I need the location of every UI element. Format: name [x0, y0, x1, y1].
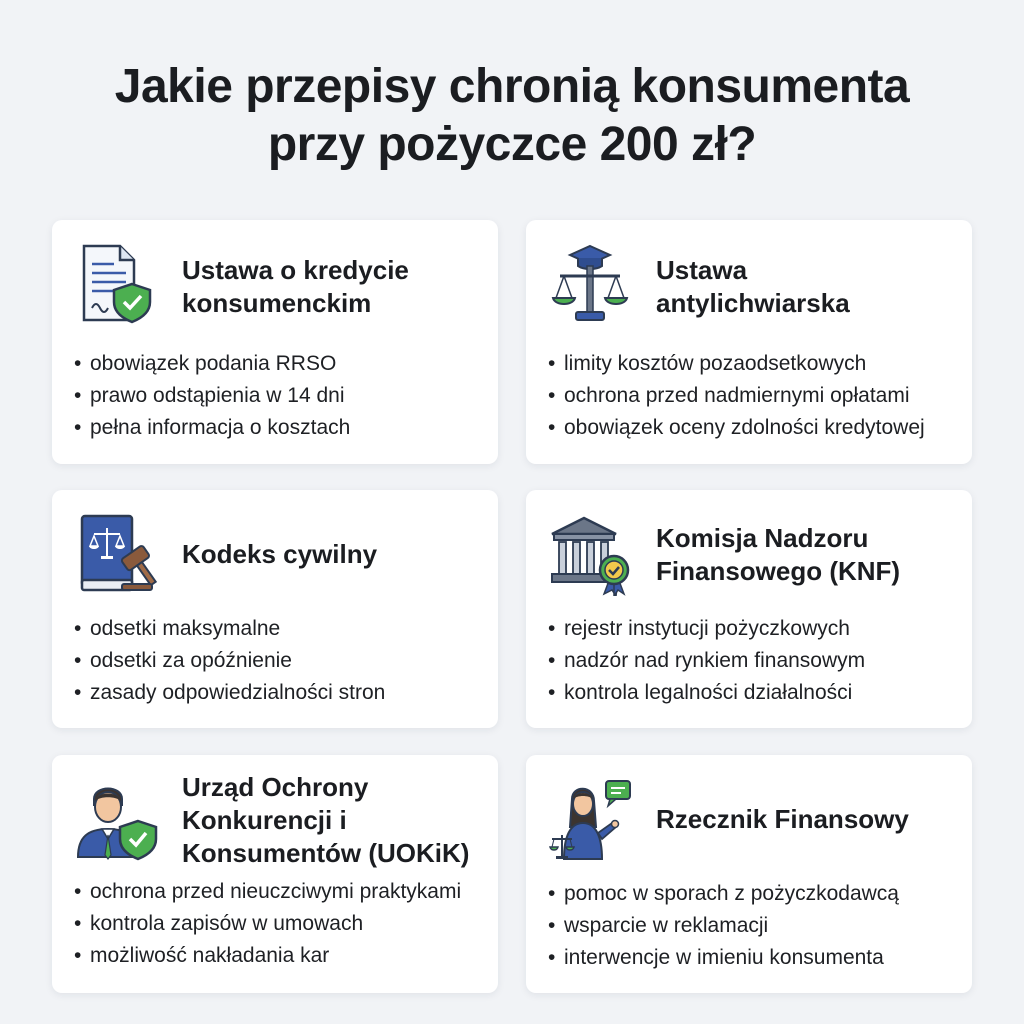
- list-item: • odsetki maksymalne: [74, 613, 490, 645]
- card-civil-code: [52, 490, 498, 728]
- bullet-list: [74, 613, 490, 709]
- card-financial-ombudsman: [526, 755, 972, 993]
- bullet-list: [548, 348, 964, 444]
- page-title: [0, 58, 1024, 174]
- card-title-line: Ustawa o kredycie: [182, 255, 409, 285]
- card-title: [182, 254, 484, 320]
- card-title-line: Ustawa: [656, 255, 748, 285]
- list-item: • ochrona przed nadmiernymi opłatami: [548, 380, 964, 412]
- card-title-line: Konkurencji i: [182, 805, 347, 835]
- card-title-line: Rzecznik Finansowy: [656, 804, 909, 834]
- card-title: [182, 538, 484, 571]
- bullet-list: [548, 878, 964, 974]
- page-title-line-2: przy pożyczce 200 zł?: [267, 118, 757, 171]
- card-title-line: konsumenckim: [182, 288, 372, 318]
- card-title-line: Kodeks cywilny: [182, 539, 378, 569]
- scales-graduation-cap-icon: [548, 242, 632, 326]
- list-item: • ochrona przed nieuczciwymi praktykami: [74, 876, 490, 908]
- list-item: • nadzór nad rynkiem finansowym: [548, 645, 964, 677]
- card-title-line: Urząd Ochrony: [182, 772, 369, 802]
- page-title-line-1: Jakie przepisy chronią konsumenta: [114, 60, 910, 113]
- list-item: • interwencje w imieniu konsumenta: [548, 942, 964, 974]
- card-anti-usury-act: [526, 220, 972, 464]
- list-item: • rejestr instytucji pożyczkowych: [548, 613, 964, 645]
- list-item: • możliwość nakładania kar: [74, 940, 490, 972]
- list-item: • obowiązek podania RRSO: [74, 348, 490, 380]
- list-item: • kontrola zapisów w umowach: [74, 908, 490, 940]
- list-item: • odsetki za opóźnienie: [74, 645, 490, 677]
- list-item: • pomoc w sporach z pożyczkodawcą: [548, 878, 964, 910]
- bullet-list: [548, 613, 964, 709]
- law-book-gavel-icon: [74, 512, 158, 596]
- card-title-line: antylichwiarska: [656, 288, 850, 318]
- bullet-list: [74, 876, 490, 972]
- card-title: [656, 803, 958, 836]
- list-item: • zasady odpowiedzialności stron: [74, 677, 490, 709]
- ombudsman-speech-icon: [548, 777, 632, 861]
- person-shield-icon: [74, 777, 158, 861]
- card-title-line: Komisja Nadzoru: [656, 523, 869, 553]
- list-item: • obowiązek oceny zdolności kredytowej: [548, 412, 964, 444]
- card-title: [182, 771, 484, 870]
- list-item: • wsparcie w reklamacji: [548, 910, 964, 942]
- list-item: • limity kosztów pozaodsetkowych: [548, 348, 964, 380]
- list-item: • pełna informacja o kosztach: [74, 412, 490, 444]
- list-item: • kontrola legalności działalności: [548, 677, 964, 709]
- card-title-line: Finansowego (KNF): [656, 556, 901, 586]
- card-title: [656, 522, 958, 588]
- card-knf: [526, 490, 972, 728]
- document-shield-icon: [74, 242, 158, 326]
- bullet-list: [74, 348, 490, 444]
- bank-badge-icon: [548, 512, 632, 596]
- card-uokik: [52, 755, 498, 993]
- card-title: [656, 254, 958, 320]
- list-item: • prawo odstąpienia w 14 dni: [74, 380, 490, 412]
- card-consumer-credit-act: [52, 220, 498, 464]
- card-title-line: Konsumentów (UOKiK): [182, 838, 470, 868]
